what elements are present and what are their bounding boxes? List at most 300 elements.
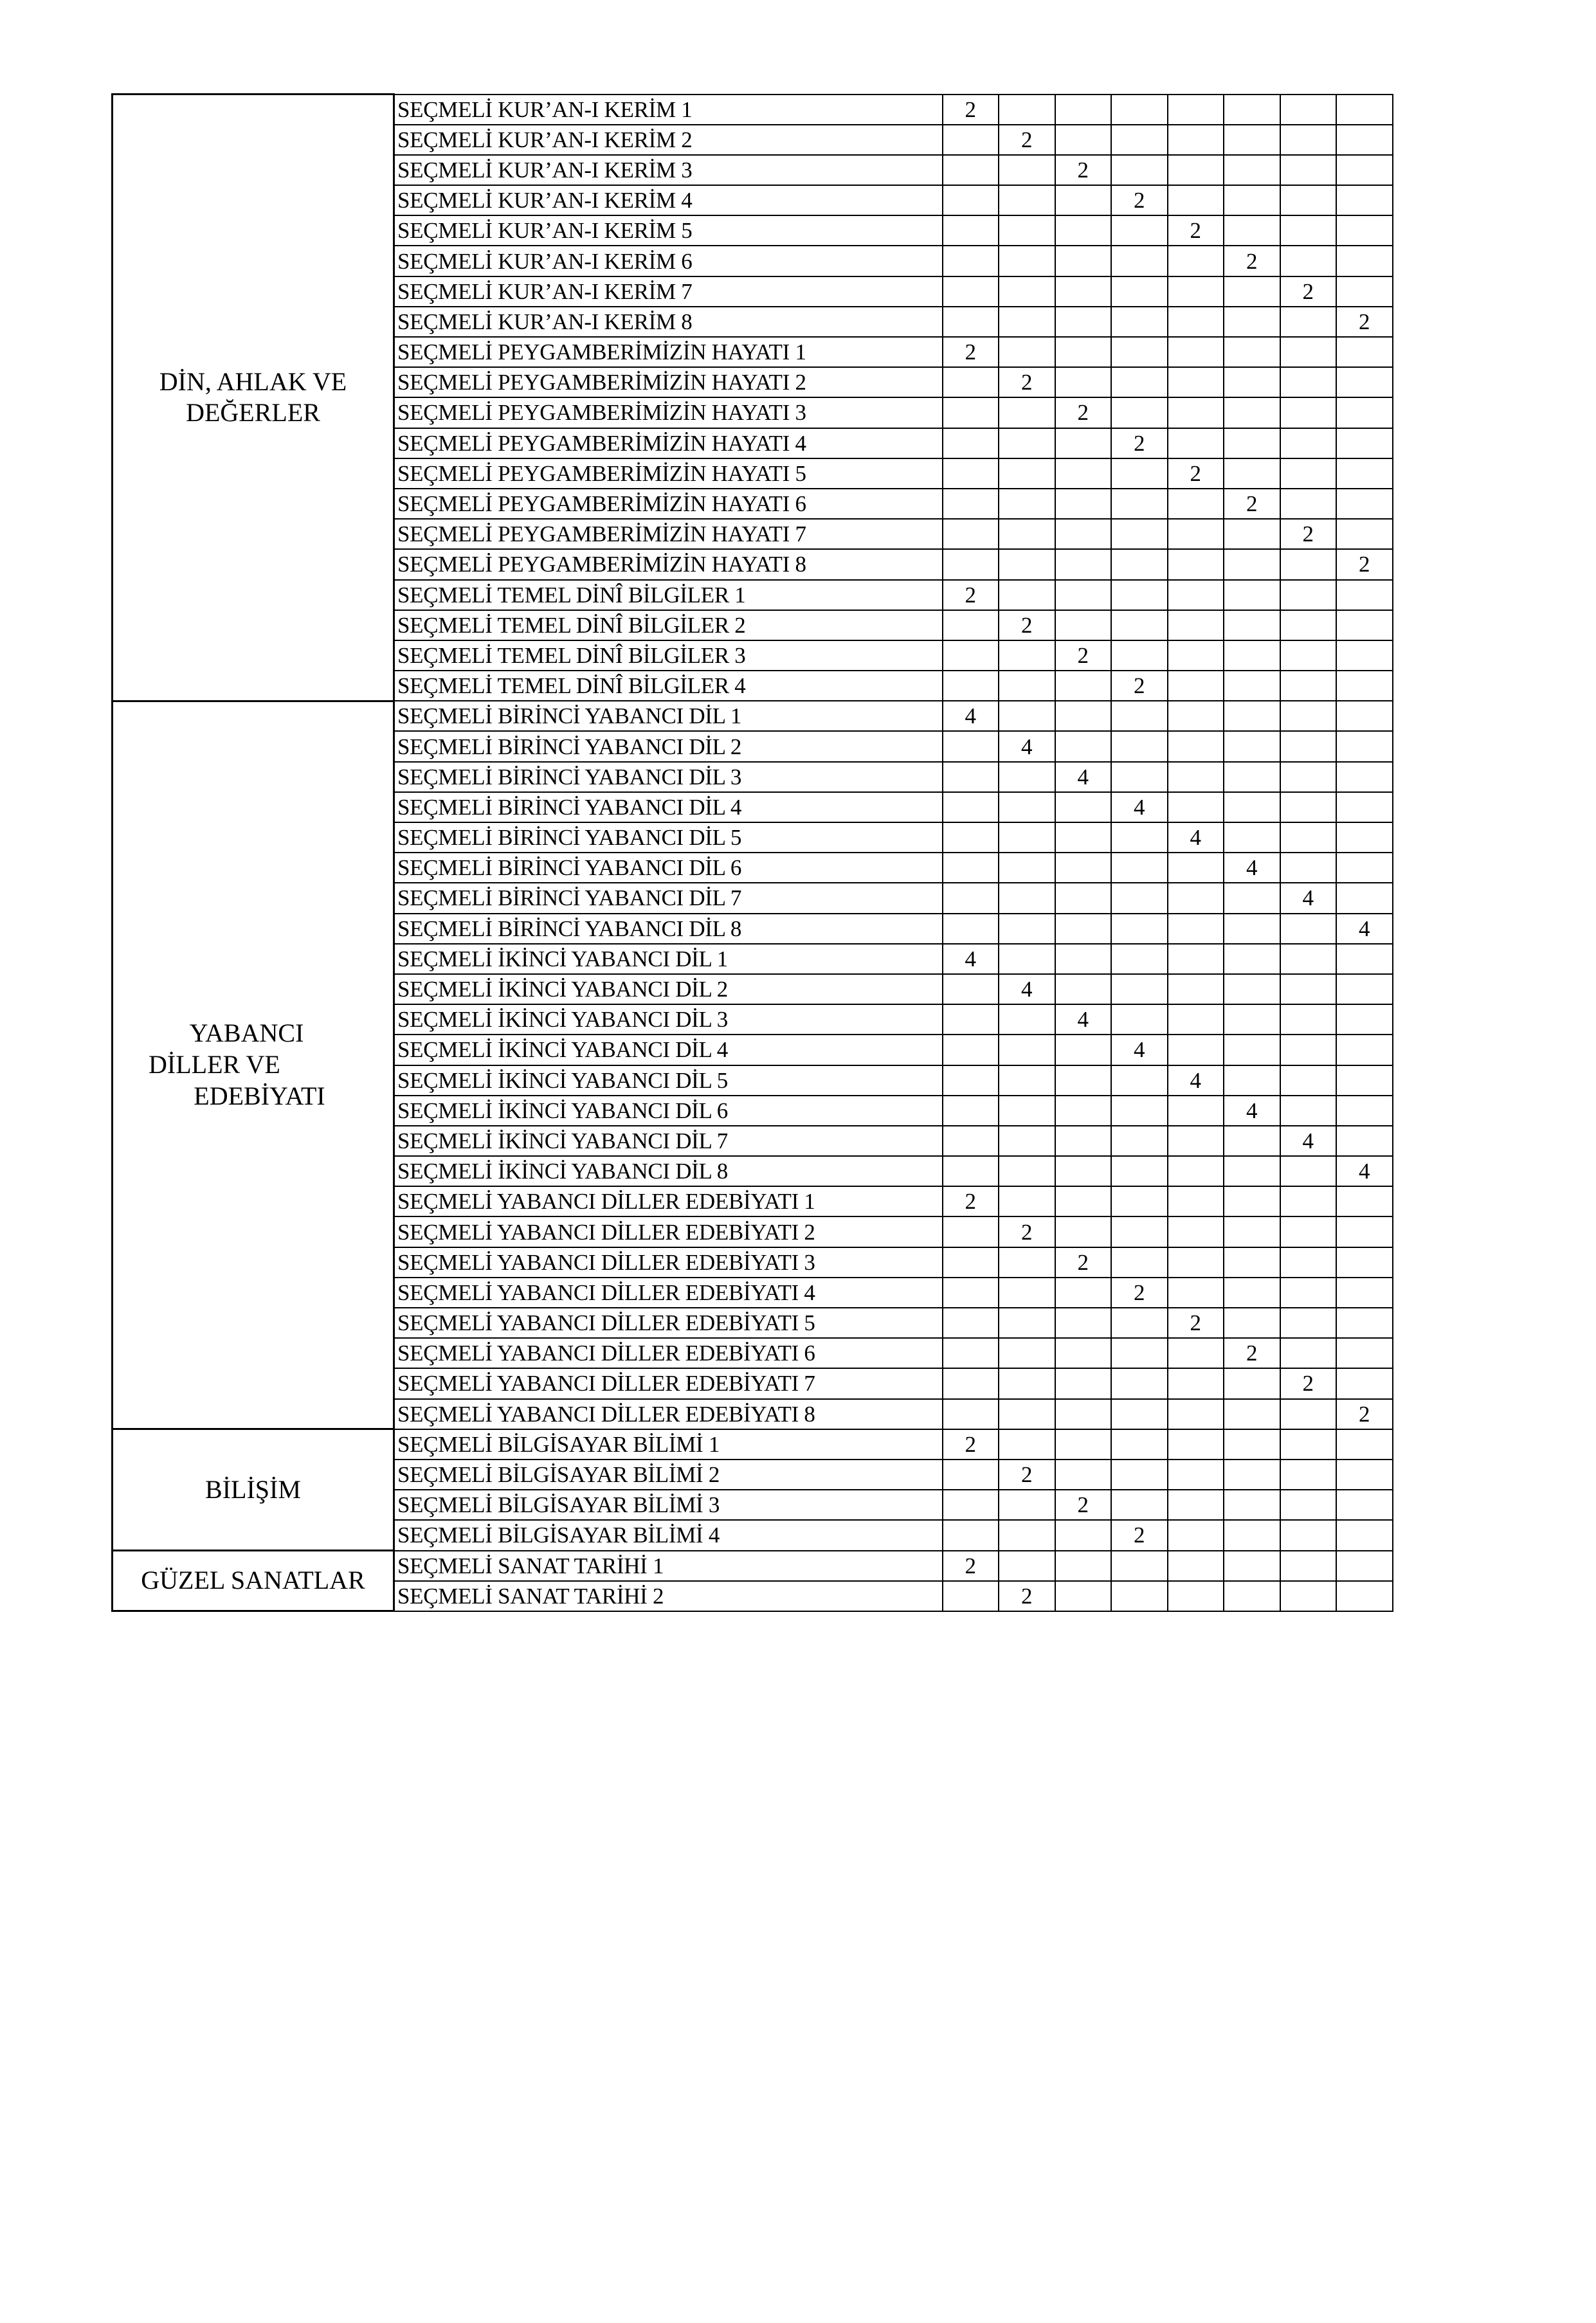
grade-3-hours-cell [1055, 944, 1112, 974]
grade-7-hours-cell [1280, 458, 1337, 489]
grade-1-hours-cell [943, 1338, 999, 1368]
grade-2-hours-cell [999, 1126, 1055, 1156]
grade-3-hours-cell [1055, 671, 1112, 701]
grade-2-hours-cell [999, 671, 1055, 701]
grade-1-hours-cell [943, 1035, 999, 1065]
grade-5-hours-cell [1168, 1247, 1224, 1278]
grade-1-hours-cell [943, 1065, 999, 1096]
grade-8-hours-cell [1336, 822, 1393, 853]
grade-2-hours-cell [999, 246, 1055, 276]
grade-6-hours-cell [1224, 1004, 1280, 1035]
subject-area-cell [113, 1429, 394, 1551]
grade-5-hours-cell [1168, 701, 1224, 731]
grade-3-hours-cell [1055, 580, 1112, 610]
grade-7-hours-cell [1280, 1429, 1337, 1460]
grade-6-hours-cell [1224, 1399, 1280, 1429]
grade-2-hours-cell [999, 822, 1055, 853]
grade-4-hours-cell [1111, 974, 1168, 1004]
grade-8-hours-cell [1336, 610, 1393, 640]
grade-3-hours-cell [1055, 185, 1112, 215]
course-name: SEÇMELİ İKİNCİ YABANCI DİL 7 [394, 1126, 943, 1156]
grade-3-hours-cell [1055, 337, 1112, 367]
grade-5-hours-cell [1168, 914, 1224, 944]
grade-3-hours-cell [1055, 883, 1112, 913]
grade-8-hours-cell [1336, 125, 1393, 155]
grade-2-hours-cell [999, 792, 1055, 822]
course-name: SEÇMELİ İKİNCİ YABANCI DİL 6 [394, 1096, 943, 1126]
grade-1-hours-cell [943, 1581, 999, 1611]
course-name: SEÇMELİ BİRİNCİ YABANCI DİL 1 [394, 701, 943, 731]
grade-4-hours-cell [1111, 276, 1168, 307]
grade-5-hours-cell [1168, 246, 1224, 276]
grade-4-hours-cell [1111, 822, 1168, 853]
course-name: SEÇMELİ YABANCI DİLLER EDEBİYATI 5 [394, 1308, 943, 1338]
grade-2-hours-cell [999, 944, 1055, 974]
grade-1-hours-cell [943, 397, 999, 428]
grade-6-hours-cell [1224, 1308, 1280, 1338]
grade-8-hours-cell [1336, 489, 1393, 519]
grade-4-hours-cell [1111, 1308, 1168, 1338]
grade-8-hours-cell [1336, 397, 1393, 428]
grade-4-hours-cell [1111, 367, 1168, 397]
grade-3-hours-cell [1055, 853, 1112, 883]
subject-area-name: DEĞERLER [186, 398, 320, 428]
grade-1-hours-cell [943, 640, 999, 671]
grade-2-hours-cell [999, 1035, 1055, 1065]
grade-1-hours-cell [943, 762, 999, 792]
grade-8-hours-cell: 2 [1336, 307, 1393, 337]
grade-2-hours-cell [999, 1065, 1055, 1096]
grade-2-hours-cell: 2 [999, 610, 1055, 640]
grade-4-hours-cell [1111, 125, 1168, 155]
grade-4-hours-cell: 2 [1111, 428, 1168, 458]
grade-1-hours-cell [943, 822, 999, 853]
grade-3-hours-cell [1055, 1581, 1112, 1611]
grade-5-hours-cell [1168, 1156, 1224, 1186]
grade-8-hours-cell [1336, 95, 1393, 125]
grade-1-hours-cell [943, 1368, 999, 1398]
grade-2-hours-cell [999, 1338, 1055, 1368]
grade-7-hours-cell [1280, 914, 1337, 944]
grade-6-hours-cell [1224, 1156, 1280, 1186]
grade-5-hours-cell [1168, 1581, 1224, 1611]
elective-courses-table [111, 93, 1393, 1612]
course-name: SEÇMELİ BİLGİSAYAR BİLİMİ 1 [394, 1429, 943, 1460]
grade-5-hours-cell [1168, 640, 1224, 671]
grade-8-hours-cell: 2 [1336, 1399, 1393, 1429]
grade-5-hours-cell [1168, 1460, 1224, 1490]
grade-8-hours-cell [1336, 974, 1393, 1004]
grade-1-hours-cell: 2 [943, 1551, 999, 1581]
course-name: SEÇMELİ TEMEL DİNÎ BİLGİLER 1 [394, 580, 943, 610]
grade-7-hours-cell [1280, 974, 1337, 1004]
grade-1-hours-cell [943, 458, 999, 489]
grade-3-hours-cell [1055, 307, 1112, 337]
grade-7-hours-cell [1280, 1096, 1337, 1126]
grade-7-hours-cell [1280, 1338, 1337, 1368]
course-name: SEÇMELİ YABANCI DİLLER EDEBİYATI 3 [394, 1247, 943, 1278]
grade-1-hours-cell: 2 [943, 337, 999, 367]
grade-2-hours-cell [999, 853, 1055, 883]
grade-4-hours-cell [1111, 1368, 1168, 1398]
grade-7-hours-cell: 2 [1280, 1368, 1337, 1398]
course-name: SEÇMELİ PEYGAMBERİMİZİN HAYATI 3 [394, 397, 943, 428]
course-name: SEÇMELİ İKİNCİ YABANCI DİL 1 [394, 944, 943, 974]
grade-8-hours-cell [1336, 1278, 1393, 1308]
grade-1-hours-cell [943, 1520, 999, 1550]
grade-8-hours-cell [1336, 1520, 1393, 1550]
grade-8-hours-cell [1336, 519, 1393, 549]
grade-1-hours-cell [943, 671, 999, 701]
course-name: SEÇMELİ BİLGİSAYAR BİLİMİ 3 [394, 1490, 943, 1520]
grade-6-hours-cell [1224, 428, 1280, 458]
grade-2-hours-cell [999, 701, 1055, 731]
grade-8-hours-cell [1336, 762, 1393, 792]
grade-3-hours-cell: 2 [1055, 155, 1112, 185]
grade-5-hours-cell [1168, 337, 1224, 367]
grade-7-hours-cell [1280, 1581, 1337, 1611]
grade-5-hours-cell [1168, 489, 1224, 519]
grade-2-hours-cell [999, 1429, 1055, 1460]
grade-8-hours-cell [1336, 701, 1393, 731]
grade-8-hours-cell [1336, 671, 1393, 701]
grade-5-hours-cell [1168, 1551, 1224, 1581]
grade-3-hours-cell [1055, 1399, 1112, 1429]
grade-4-hours-cell [1111, 337, 1168, 367]
grade-8-hours-cell [1336, 1004, 1393, 1035]
grade-2-hours-cell: 2 [999, 1460, 1055, 1490]
grade-5-hours-cell: 4 [1168, 822, 1224, 853]
grade-6-hours-cell [1224, 549, 1280, 579]
table-row [113, 1429, 1393, 1460]
grade-7-hours-cell [1280, 1186, 1337, 1216]
course-name: SEÇMELİ YABANCI DİLLER EDEBİYATI 2 [394, 1216, 943, 1247]
grade-7-hours-cell: 2 [1280, 519, 1337, 549]
grade-6-hours-cell [1224, 215, 1280, 246]
grade-5-hours-cell [1168, 428, 1224, 458]
grade-3-hours-cell [1055, 701, 1112, 731]
grade-4-hours-cell [1111, 1399, 1168, 1429]
grade-6-hours-cell [1224, 671, 1280, 701]
grade-1-hours-cell [943, 792, 999, 822]
grade-4-hours-cell [1111, 215, 1168, 246]
grade-1-hours-cell [943, 1308, 999, 1338]
grade-3-hours-cell [1055, 610, 1112, 640]
grade-8-hours-cell [1336, 1490, 1393, 1520]
grade-3-hours-cell [1055, 367, 1112, 397]
grade-1-hours-cell [943, 731, 999, 761]
grade-1-hours-cell [943, 125, 999, 155]
grade-7-hours-cell [1280, 731, 1337, 761]
grade-6-hours-cell [1224, 701, 1280, 731]
grade-8-hours-cell [1336, 1308, 1393, 1338]
grade-5-hours-cell [1168, 1399, 1224, 1429]
grade-8-hours-cell [1336, 1186, 1393, 1216]
grade-3-hours-cell [1055, 1126, 1112, 1156]
course-name: SEÇMELİ KUR’AN-I KERİM 8 [394, 307, 943, 337]
course-name: SEÇMELİ KUR’AN-I KERİM 1 [394, 95, 943, 125]
grade-8-hours-cell [1336, 1126, 1393, 1156]
grade-4-hours-cell [1111, 458, 1168, 489]
grade-5-hours-cell [1168, 276, 1224, 307]
grade-6-hours-cell: 2 [1224, 1338, 1280, 1368]
course-name: SEÇMELİ İKİNCİ YABANCI DİL 4 [394, 1035, 943, 1065]
grade-1-hours-cell [943, 853, 999, 883]
grade-7-hours-cell [1280, 1308, 1337, 1338]
grade-1-hours-cell [943, 1460, 999, 1490]
grade-5-hours-cell [1168, 1035, 1224, 1065]
grade-5-hours-cell [1168, 1186, 1224, 1216]
grade-7-hours-cell [1280, 307, 1337, 337]
grade-2-hours-cell: 4 [999, 731, 1055, 761]
grade-8-hours-cell [1336, 1247, 1393, 1278]
grade-3-hours-cell [1055, 276, 1112, 307]
grade-4-hours-cell [1111, 307, 1168, 337]
grade-2-hours-cell [999, 1368, 1055, 1398]
subject-area-cell [113, 95, 394, 701]
grade-2-hours-cell [999, 1186, 1055, 1216]
grade-8-hours-cell [1336, 853, 1393, 883]
grade-8-hours-cell [1336, 1429, 1393, 1460]
grade-6-hours-cell [1224, 519, 1280, 549]
grade-5-hours-cell [1168, 1096, 1224, 1126]
grade-8-hours-cell [1336, 1035, 1393, 1065]
grade-6-hours-cell [1224, 185, 1280, 215]
grade-8-hours-cell [1336, 246, 1393, 276]
grade-2-hours-cell [999, 1004, 1055, 1035]
grade-4-hours-cell [1111, 155, 1168, 185]
course-name: SEÇMELİ İKİNCİ YABANCI DİL 2 [394, 974, 943, 1004]
grade-1-hours-cell [943, 1399, 999, 1429]
grade-5-hours-cell [1168, 1126, 1224, 1156]
grade-8-hours-cell [1336, 1338, 1393, 1368]
grade-3-hours-cell: 2 [1055, 640, 1112, 671]
grade-8-hours-cell [1336, 792, 1393, 822]
grade-2-hours-cell [999, 428, 1055, 458]
course-name: SEÇMELİ PEYGAMBERİMİZİN HAYATI 8 [394, 549, 943, 579]
course-name: SEÇMELİ TEMEL DİNÎ BİLGİLER 3 [394, 640, 943, 671]
grade-1-hours-cell [943, 367, 999, 397]
grade-2-hours-cell [999, 640, 1055, 671]
course-name: SEÇMELİ BİRİNCİ YABANCI DİL 6 [394, 853, 943, 883]
subject-area-name: DİLLER VE [149, 1050, 280, 1080]
grade-7-hours-cell [1280, 792, 1337, 822]
grade-4-hours-cell: 4 [1111, 792, 1168, 822]
grade-5-hours-cell [1168, 185, 1224, 215]
grade-8-hours-cell [1336, 731, 1393, 761]
course-name: SEÇMELİ KUR’AN-I KERİM 7 [394, 276, 943, 307]
grade-3-hours-cell: 4 [1055, 762, 1112, 792]
grade-3-hours-cell [1055, 1035, 1112, 1065]
grade-2-hours-cell [999, 489, 1055, 519]
grade-8-hours-cell [1336, 1581, 1393, 1611]
grade-1-hours-cell [943, 519, 999, 549]
grade-4-hours-cell [1111, 549, 1168, 579]
grade-4-hours-cell [1111, 1186, 1168, 1216]
grade-5-hours-cell [1168, 1216, 1224, 1247]
grade-7-hours-cell [1280, 1490, 1337, 1520]
grade-1-hours-cell [943, 155, 999, 185]
grade-1-hours-cell [943, 307, 999, 337]
grade-8-hours-cell: 4 [1336, 914, 1393, 944]
course-name: SEÇMELİ BİRİNCİ YABANCI DİL 8 [394, 914, 943, 944]
grade-8-hours-cell [1336, 944, 1393, 974]
course-name: SEÇMELİ YABANCI DİLLER EDEBİYATI 6 [394, 1338, 943, 1368]
grade-1-hours-cell [943, 276, 999, 307]
grade-6-hours-cell [1224, 155, 1280, 185]
grade-6-hours-cell [1224, 944, 1280, 974]
subject-area-name: BİLİŞİM [205, 1474, 301, 1504]
grade-6-hours-cell [1224, 1065, 1280, 1096]
grade-5-hours-cell [1168, 944, 1224, 974]
subject-area-cell [113, 701, 394, 1429]
grade-8-hours-cell [1336, 458, 1393, 489]
grade-6-hours-cell [1224, 640, 1280, 671]
course-name: SEÇMELİ SANAT TARİHİ 1 [394, 1551, 943, 1581]
grade-5-hours-cell [1168, 1278, 1224, 1308]
grade-7-hours-cell [1280, 671, 1337, 701]
grade-6-hours-cell [1224, 397, 1280, 428]
grade-7-hours-cell [1280, 1216, 1337, 1247]
grade-3-hours-cell [1055, 1096, 1112, 1126]
grade-7-hours-cell [1280, 185, 1337, 215]
grade-3-hours-cell: 2 [1055, 397, 1112, 428]
grade-4-hours-cell [1111, 95, 1168, 125]
grade-4-hours-cell [1111, 397, 1168, 428]
grade-8-hours-cell [1336, 1368, 1393, 1398]
grade-5-hours-cell [1168, 1338, 1224, 1368]
grade-1-hours-cell: 2 [943, 1186, 999, 1216]
grade-7-hours-cell [1280, 489, 1337, 519]
grade-5-hours-cell [1168, 367, 1224, 397]
grade-2-hours-cell [999, 549, 1055, 579]
grade-8-hours-cell [1336, 580, 1393, 610]
grade-2-hours-cell [999, 914, 1055, 944]
grade-3-hours-cell [1055, 1186, 1112, 1216]
grade-6-hours-cell [1224, 822, 1280, 853]
course-name: SEÇMELİ BİRİNCİ YABANCI DİL 5 [394, 822, 943, 853]
subject-area-name: DİN, AHLAK VE [159, 366, 347, 396]
table-row [113, 1551, 1393, 1581]
grade-3-hours-cell [1055, 1429, 1112, 1460]
table-body [113, 95, 1393, 1611]
grade-7-hours-cell [1280, 1156, 1337, 1186]
grade-3-hours-cell [1055, 1338, 1112, 1368]
grade-6-hours-cell [1224, 1490, 1280, 1520]
grade-6-hours-cell [1224, 1278, 1280, 1308]
grade-5-hours-cell [1168, 792, 1224, 822]
grade-6-hours-cell [1224, 1581, 1280, 1611]
grade-5-hours-cell [1168, 853, 1224, 883]
grade-7-hours-cell [1280, 1004, 1337, 1035]
course-name: SEÇMELİ KUR’AN-I KERİM 2 [394, 125, 943, 155]
grade-8-hours-cell [1336, 337, 1393, 367]
grade-5-hours-cell [1168, 580, 1224, 610]
grade-6-hours-cell [1224, 792, 1280, 822]
course-name: SEÇMELİ YABANCI DİLLER EDEBİYATI 1 [394, 1186, 943, 1216]
course-name: SEÇMELİ BİRİNCİ YABANCI DİL 7 [394, 883, 943, 913]
grade-6-hours-cell: 4 [1224, 853, 1280, 883]
grade-4-hours-cell [1111, 914, 1168, 944]
grade-6-hours-cell [1224, 1186, 1280, 1216]
grade-4-hours-cell [1111, 1490, 1168, 1520]
course-name: SEÇMELİ BİLGİSAYAR BİLİMİ 4 [394, 1520, 943, 1550]
grade-7-hours-cell: 2 [1280, 276, 1337, 307]
grade-6-hours-cell [1224, 580, 1280, 610]
grade-2-hours-cell [999, 1156, 1055, 1186]
grade-3-hours-cell [1055, 792, 1112, 822]
table-row [113, 95, 1393, 125]
grade-4-hours-cell [1111, 853, 1168, 883]
grade-1-hours-cell: 4 [943, 701, 999, 731]
grade-5-hours-cell: 4 [1168, 1065, 1224, 1096]
grade-5-hours-cell [1168, 762, 1224, 792]
grade-2-hours-cell [999, 95, 1055, 125]
grade-6-hours-cell [1224, 125, 1280, 155]
grade-4-hours-cell [1111, 762, 1168, 792]
grade-1-hours-cell [943, 489, 999, 519]
grade-8-hours-cell [1336, 1096, 1393, 1126]
grade-3-hours-cell: 2 [1055, 1490, 1112, 1520]
grade-8-hours-cell: 4 [1336, 1156, 1393, 1186]
grade-7-hours-cell [1280, 701, 1337, 731]
grade-5-hours-cell [1168, 1368, 1224, 1398]
grade-4-hours-cell [1111, 1065, 1168, 1096]
grade-5-hours-cell [1168, 549, 1224, 579]
grade-1-hours-cell [943, 215, 999, 246]
grade-5-hours-cell [1168, 155, 1224, 185]
grade-6-hours-cell: 4 [1224, 1096, 1280, 1126]
grade-4-hours-cell [1111, 944, 1168, 974]
course-name: SEÇMELİ BİRİNCİ YABANCI DİL 4 [394, 792, 943, 822]
grade-5-hours-cell [1168, 125, 1224, 155]
grade-3-hours-cell [1055, 125, 1112, 155]
grade-2-hours-cell [999, 883, 1055, 913]
course-name: SEÇMELİ İKİNCİ YABANCI DİL 5 [394, 1065, 943, 1096]
grade-4-hours-cell: 2 [1111, 1278, 1168, 1308]
grade-6-hours-cell [1224, 974, 1280, 1004]
grade-4-hours-cell [1111, 1338, 1168, 1368]
grade-8-hours-cell [1336, 367, 1393, 397]
course-name: SEÇMELİ BİRİNCİ YABANCI DİL 2 [394, 731, 943, 761]
grade-6-hours-cell [1224, 1035, 1280, 1065]
subject-area-cell [113, 1551, 394, 1611]
grade-2-hours-cell [999, 1096, 1055, 1126]
course-name: SEÇMELİ PEYGAMBERİMİZİN HAYATI 4 [394, 428, 943, 458]
grade-1-hours-cell [943, 1216, 999, 1247]
grade-2-hours-cell [999, 458, 1055, 489]
course-name: SEÇMELİ YABANCI DİLLER EDEBİYATI 8 [394, 1399, 943, 1429]
grade-4-hours-cell [1111, 246, 1168, 276]
grade-3-hours-cell [1055, 914, 1112, 944]
grade-8-hours-cell [1336, 1216, 1393, 1247]
grade-6-hours-cell [1224, 731, 1280, 761]
course-name: SEÇMELİ KUR’AN-I KERİM 3 [394, 155, 943, 185]
grade-3-hours-cell [1055, 1368, 1112, 1398]
grade-6-hours-cell: 2 [1224, 246, 1280, 276]
grade-3-hours-cell: 4 [1055, 1004, 1112, 1035]
grade-1-hours-cell [943, 1156, 999, 1186]
grade-7-hours-cell [1280, 337, 1337, 367]
grade-6-hours-cell [1224, 1460, 1280, 1490]
grade-6-hours-cell [1224, 1551, 1280, 1581]
grade-6-hours-cell [1224, 1429, 1280, 1460]
grade-2-hours-cell [999, 307, 1055, 337]
grade-7-hours-cell [1280, 1247, 1337, 1278]
grade-7-hours-cell [1280, 125, 1337, 155]
grade-4-hours-cell [1111, 489, 1168, 519]
grade-5-hours-cell [1168, 307, 1224, 337]
